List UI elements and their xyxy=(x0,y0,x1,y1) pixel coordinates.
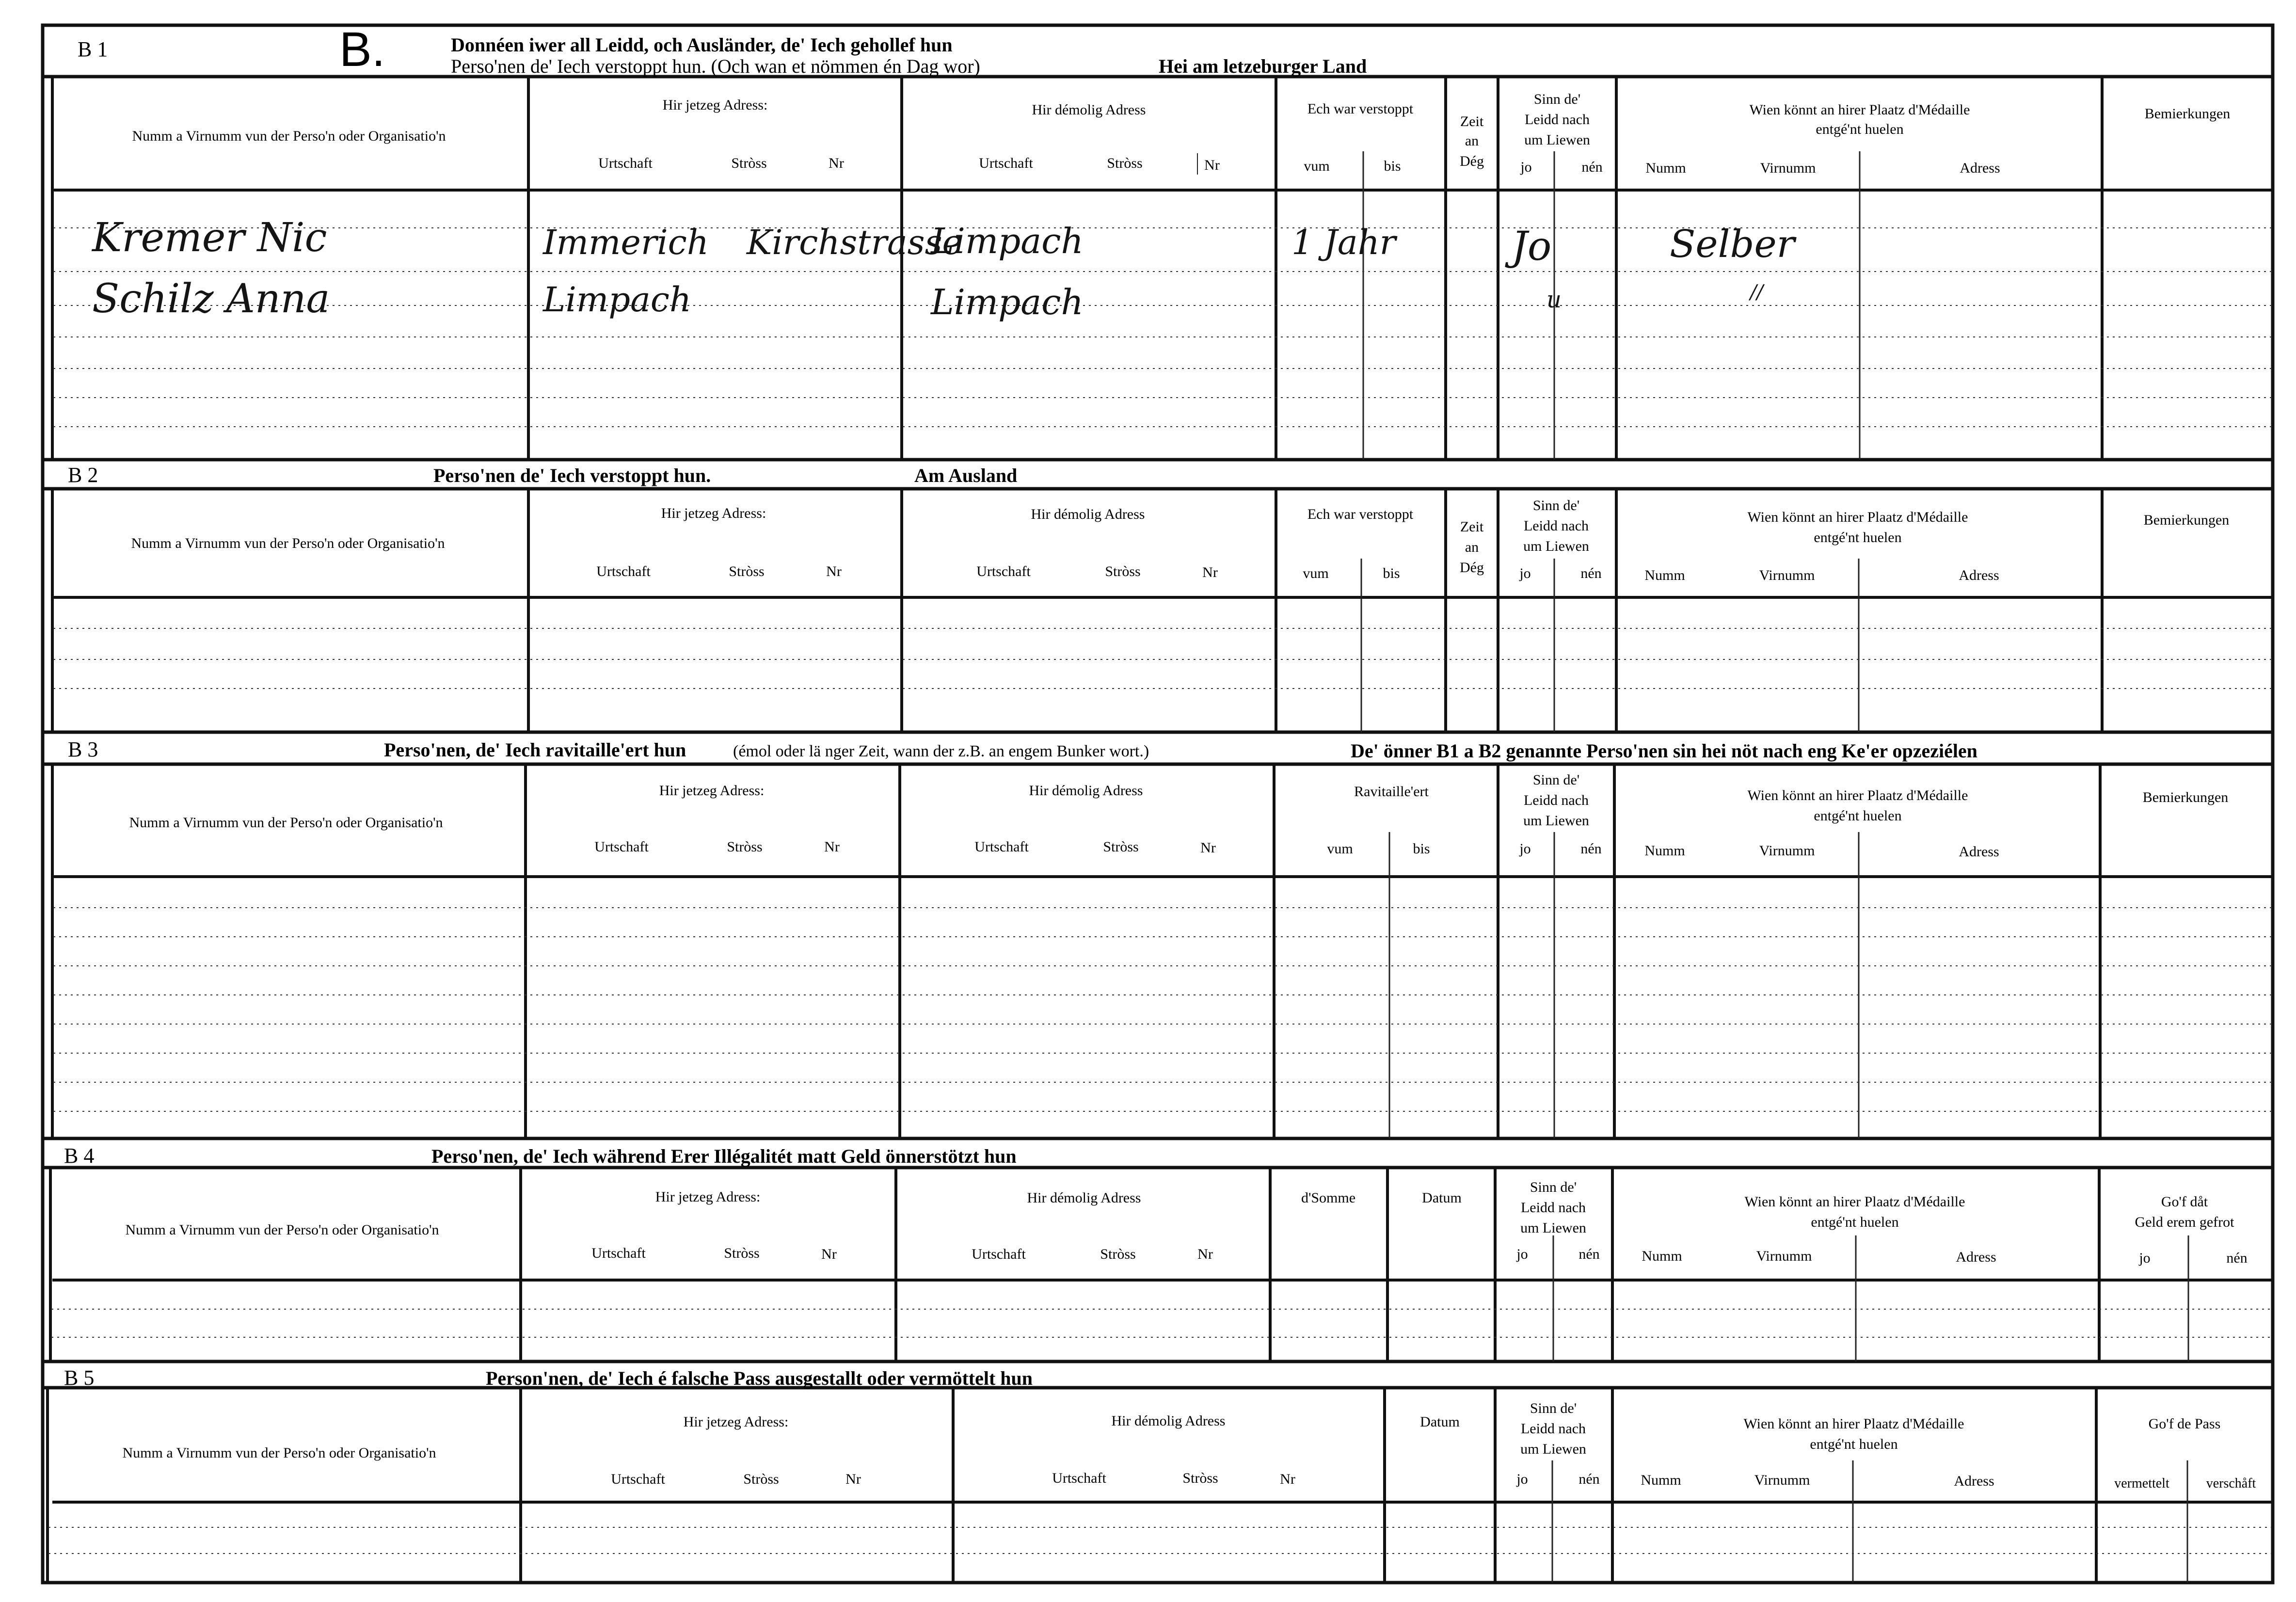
b1-header-current-address: Hir jetzeg Adress: xyxy=(662,97,768,113)
section-b2-title: Perso'nen de' Iech verstoppt hun. xyxy=(433,465,711,486)
section-b3-title-note: (émol oder lä nger Zeit, wann der z.B. an engem Bunker wort.) xyxy=(733,742,1149,760)
b3-header-former-address: Hir démolig Adress xyxy=(1029,783,1143,799)
b4-header-current-address: Hir jetzeg Adress: xyxy=(655,1189,761,1205)
b1-row1-alive-yes: Jo xyxy=(1512,224,1552,270)
b1-header-no: nén xyxy=(1581,159,1603,175)
b1-header-from: vum xyxy=(1304,158,1330,174)
b4-header-money-back-1: Go'f dåt xyxy=(2161,1194,2208,1210)
b5-header-sense-1: Sinn de' xyxy=(1530,1400,1577,1416)
b5-header-medal-name: Numm xyxy=(1641,1472,1681,1488)
b2-header-medal-2: entgé'nt huelen xyxy=(1814,529,1902,545)
b1-header-street-former: Stròss xyxy=(1107,155,1143,171)
b4-header-sense-1: Sinn de' xyxy=(1530,1179,1577,1195)
b5-header-locality-former: Urtschaft xyxy=(1052,1470,1106,1486)
b1-header-sense-3: um Liewen xyxy=(1524,132,1590,148)
b1-row1-name: Kremer Nic xyxy=(92,215,327,261)
b3-header-supplied: Ravitaille'ert xyxy=(1354,784,1429,800)
b3-header-medal-address: Adress xyxy=(1959,844,1999,860)
b3-header-current-address: Hir jetzeg Adress: xyxy=(659,783,765,799)
b4-header-sense-3: um Liewen xyxy=(1520,1220,1586,1236)
section-b1-title-right: Hei am letzeburger Land xyxy=(1159,55,1367,77)
b1-header-locality: Urtschaft xyxy=(598,155,653,171)
section-b2-title-right: Am Ausland xyxy=(914,465,1018,486)
b1-header-hidden: Ech war verstoppt xyxy=(1307,101,1414,117)
b5-header-number: Nr xyxy=(845,1471,861,1487)
section-b1-title-line2: Perso'nen de' Iech verstoppt hun. (Och wan et nömmen én Dag wor) xyxy=(451,55,980,77)
b4-header-no: nén xyxy=(1578,1246,1600,1262)
b5-header-mediated: vermettelt xyxy=(2114,1476,2169,1491)
b2-header-street-former: Stròss xyxy=(1105,563,1141,579)
b2-header-medal-name: Numm xyxy=(1644,567,1685,583)
b2-header-yes: jo xyxy=(1519,565,1531,581)
b1-header-time-3: Dég xyxy=(1460,153,1484,169)
b4-header-locality-former: Urtschaft xyxy=(972,1246,1026,1262)
b5-header-locality: Urtschaft xyxy=(611,1471,665,1487)
b1-row2-medal-name: // xyxy=(1750,281,1763,304)
b2-header-no: nén xyxy=(1580,565,1602,581)
b2-header-sense-3: um Liewen xyxy=(1523,538,1589,554)
b2-header-medal-address: Adress xyxy=(1959,567,1999,583)
b1-header-number-former: Nr xyxy=(1204,157,1220,173)
b1-row2-former-locality: Limpach xyxy=(931,282,1084,322)
b2-header-locality-former: Urtschaft xyxy=(976,563,1031,579)
b3-header-sense-2: Leidd nach xyxy=(1523,792,1589,808)
b4-header-no-money: nén xyxy=(2226,1250,2248,1266)
b4-header-number: Nr xyxy=(821,1246,837,1262)
b3-header-name: Numm a Virnumm vun der Perso'n oder Organisatio'n xyxy=(129,815,443,831)
b1-row1-current-street: Kirchstrasse xyxy=(747,223,962,262)
b1-row1-current-locality: Immerich xyxy=(543,223,709,262)
b3-header-locality: Urtschaft xyxy=(594,839,649,855)
b1-header-locality-former: Urtschaft xyxy=(979,155,1033,171)
b4-header-number-former: Nr xyxy=(1197,1246,1213,1262)
b1-row1-hidden-from: 1 Jahr xyxy=(1292,223,1396,262)
section-b4-title: Perso'nen, de' Iech während Erer Illégalitét matt Geld önnerstötzt hun xyxy=(431,1145,1017,1167)
b4-header-former-address: Hir démolig Adress xyxy=(1027,1190,1141,1206)
b5-header-former-address: Hir démolig Adress xyxy=(1111,1413,1226,1429)
b4-header-medal-name: Numm xyxy=(1642,1248,1682,1264)
b5-header-sense-2: Leidd nach xyxy=(1520,1421,1586,1437)
b1-header-street: Stròss xyxy=(731,155,767,171)
b4-header-street: Stròss xyxy=(724,1245,760,1261)
b2-header-time-3: Dég xyxy=(1460,560,1484,576)
b4-header-medal-1: Wien könnt an hirer Plaatz d'Médaille xyxy=(1744,1194,1965,1210)
b1-header-medal-firstname: Virnumm xyxy=(1760,160,1816,176)
b3-header-no: nén xyxy=(1580,841,1602,857)
b2-header-to: bis xyxy=(1383,565,1400,581)
b5-header-pass-given: Go'f de Pass xyxy=(2148,1416,2221,1432)
b2-header-time-1: Zeit xyxy=(1460,519,1484,535)
b4-header-medal-address: Adress xyxy=(1956,1249,1996,1265)
b1-header-medal-1: Wien könnt an hirer Plaatz d'Médaille xyxy=(1749,102,1970,118)
b3-header-sense-1: Sinn de' xyxy=(1532,772,1580,788)
b3-header-medal-firstname: Virnumm xyxy=(1759,843,1815,859)
b1-header-remarks: Bemierkungen xyxy=(2144,106,2231,122)
b3-header-number: Nr xyxy=(824,839,840,855)
b2-header-current-address: Hir jetzeg Adress: xyxy=(661,505,766,521)
b1-header-yes: jo xyxy=(1520,159,1532,175)
section-b5-title: Person'nen, de' Iech é falsche Pass ausgestallt oder vermöttelt hun xyxy=(486,1367,1033,1389)
section-b2-code: B 2 xyxy=(68,463,98,487)
b5-header-number-former: Nr xyxy=(1280,1471,1295,1487)
section-b4-code: B 4 xyxy=(64,1144,95,1168)
b4-header-medal-firstname: Virnumm xyxy=(1756,1248,1812,1264)
b1-header-medal-2: entgé'nt huelen xyxy=(1816,121,1904,137)
b5-header-no: nén xyxy=(1578,1471,1600,1487)
b5-header-sense-3: um Liewen xyxy=(1520,1441,1586,1457)
b5-header-obtained: verschåft xyxy=(2206,1476,2256,1491)
b1-header-medal-address: Adress xyxy=(1960,160,2000,176)
b2-header-locality: Urtschaft xyxy=(596,563,651,579)
b3-header-medal-1: Wien könnt an hirer Plaatz d'Médaille xyxy=(1747,787,1968,803)
b3-header-number-former: Nr xyxy=(1200,840,1216,856)
b4-header-sense-2: Leidd nach xyxy=(1520,1200,1586,1216)
b4-header-sum: d'Somme xyxy=(1301,1190,1356,1206)
b2-header-remarks: Bemierkungen xyxy=(2143,512,2230,528)
b1-header-medal-name: Numm xyxy=(1645,160,1686,176)
b2-header-street: Stròss xyxy=(729,563,765,579)
b4-header-name: Numm a Virnumm vun der Perso'n oder Organisatio'n xyxy=(125,1222,439,1238)
b1-header-time-2: an xyxy=(1465,133,1479,149)
b1-row1-former-locality: Limpach xyxy=(931,221,1084,261)
section-b1-title-line1: Donnéen iwer all Leidd, och Ausländer, de' Iech gehollef hun xyxy=(451,34,953,56)
b5-header-name: Numm a Virnumm vun der Perso'n oder Organisatio'n xyxy=(122,1445,436,1461)
section-big-letter: B. xyxy=(339,22,385,77)
b1-row1-medal-name: Selber xyxy=(1670,223,1795,266)
section-b5-code: B 5 xyxy=(64,1366,95,1390)
section-b1-code: B 1 xyxy=(78,37,108,61)
b2-header-number: Nr xyxy=(826,563,842,579)
b1-row2-name: Schilz Anna xyxy=(92,276,330,322)
b1-header-sense-2: Leidd nach xyxy=(1524,112,1590,128)
b4-header-medal-2: entgé'nt huelen xyxy=(1811,1214,1899,1230)
b4-header-date: Datum xyxy=(1422,1190,1462,1206)
b2-header-medal-1: Wien könnt an hirer Plaatz d'Médaille xyxy=(1747,509,1968,525)
b5-header-medal-2: entgé'nt huelen xyxy=(1810,1436,1898,1452)
b3-header-street: Stròss xyxy=(727,839,763,855)
b5-header-medal-1: Wien könnt an hirer Plaatz d'Médaille xyxy=(1743,1416,1964,1432)
b4-header-yes-money: jo xyxy=(2139,1250,2151,1266)
b4-header-locality: Urtschaft xyxy=(591,1245,646,1261)
b4-header-money-back-2: Geld erem gefrot xyxy=(2135,1214,2234,1230)
b1-row2-current-locality: Limpach xyxy=(543,280,692,320)
b2-header-from: vum xyxy=(1303,565,1329,581)
b2-header-name: Numm a Virnumm vun der Perso'n oder Organisatio'n xyxy=(131,535,445,551)
b2-header-hidden: Ech war verstoppt xyxy=(1307,506,1414,522)
b2-header-former-address: Hir démolig Adress xyxy=(1031,506,1145,522)
b3-header-yes: jo xyxy=(1519,841,1531,857)
b1-header-sense-1: Sinn de' xyxy=(1533,91,1581,107)
b3-header-to: bis xyxy=(1413,841,1430,857)
b5-header-date: Datum xyxy=(1420,1414,1460,1430)
b3-header-medal-name: Numm xyxy=(1644,843,1685,859)
b1-row2-alive-yes: u xyxy=(1547,286,1562,313)
b1-header-former-address: Hir démolig Adress xyxy=(1032,102,1146,118)
b2-header-number-former: Nr xyxy=(1202,564,1218,580)
b3-header-remarks: Bemierkungen xyxy=(2142,789,2229,805)
b3-header-sense-3: um Liewen xyxy=(1523,813,1589,829)
b3-header-locality-former: Urtschaft xyxy=(974,839,1029,855)
b4-header-street-former: Stròss xyxy=(1100,1246,1136,1262)
b1-header-time-1: Zeit xyxy=(1460,113,1484,129)
section-b3-title-right: De' önner B1 a B2 genannte Perso'nen sin hei nöt nach eng Ke'er opzeziélen xyxy=(1351,740,1977,762)
b1-header-name: Numm a Virnumm vun der Perso'n oder Organisatio'n xyxy=(132,128,446,144)
b5-header-yes: jo xyxy=(1516,1471,1528,1487)
b5-header-current-address: Hir jetzeg Adress: xyxy=(683,1414,789,1430)
b3-header-from: vum xyxy=(1327,841,1353,857)
b5-header-street: Stròss xyxy=(743,1471,779,1487)
b2-header-medal-firstname: Virnumm xyxy=(1759,567,1815,583)
b2-header-time-2: an xyxy=(1465,539,1479,555)
b5-header-medal-firstname: Virnumm xyxy=(1754,1472,1810,1488)
b1-header-to: bis xyxy=(1384,158,1401,174)
section-b3-title: Perso'nen, de' Iech ravitaille'ert hun xyxy=(384,739,686,761)
b3-header-medal-2: entgé'nt huelen xyxy=(1814,808,1902,824)
b4-header-yes: jo xyxy=(1516,1246,1528,1262)
b5-header-medal-address: Adress xyxy=(1954,1473,1994,1489)
b3-header-street-former: Stròss xyxy=(1103,839,1139,855)
b2-header-sense-2: Leidd nach xyxy=(1523,518,1589,534)
b2-header-sense-1: Sinn de' xyxy=(1532,497,1580,513)
b1-header-number: Nr xyxy=(829,155,844,171)
section-b3-code: B 3 xyxy=(68,737,98,761)
b5-header-street-former: Stròss xyxy=(1182,1470,1218,1486)
